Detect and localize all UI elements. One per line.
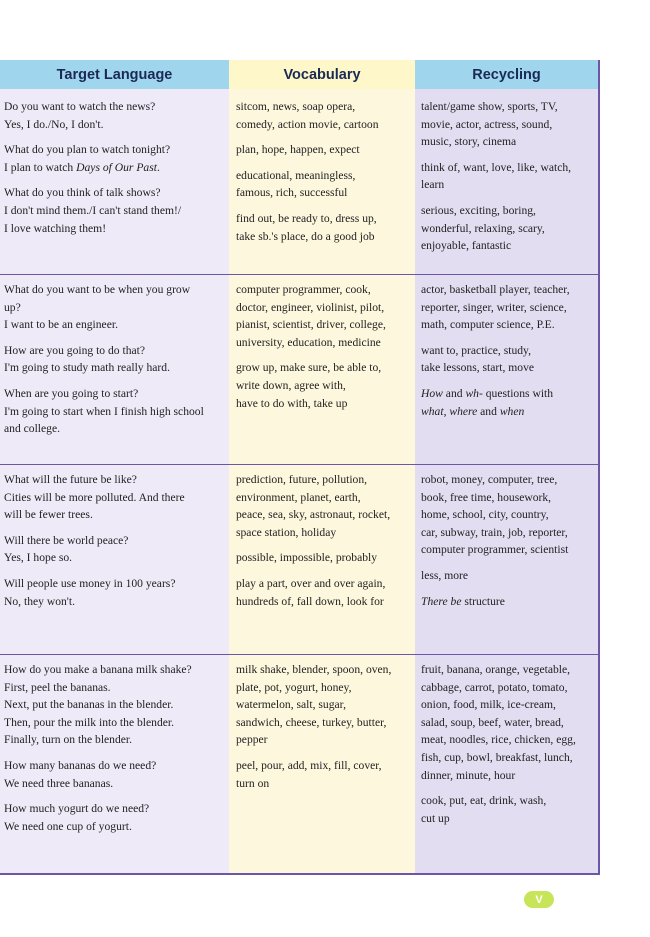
entry-line: I don't mind them./I can't stand them!/ (4, 203, 182, 217)
entry-group (421, 281, 597, 334)
header-recycling: Recycling (415, 60, 598, 89)
entry-group (421, 98, 597, 151)
entry-line: environment, planet, earth, (236, 490, 361, 504)
entry-line: Next, put the bananas in the blender. (4, 698, 174, 712)
entry-line: comedy, action movie, cartoon (236, 117, 379, 131)
vocabulary-cell-3 (236, 471, 412, 610)
entry-line: music, story, cinema (421, 135, 517, 149)
row-separator (0, 464, 598, 465)
entry-line: plate, pot, yogurt, honey, (236, 680, 352, 694)
entry-line: plan, hope, happen, expect (236, 143, 360, 157)
row-separator (0, 654, 598, 655)
entry-line: I'm going to study math really hard. (4, 361, 170, 375)
entry-line: play a part, over and over again, (236, 576, 386, 590)
entry-line: I want to be an engineer. (4, 318, 118, 332)
entry-line: cut up (421, 811, 450, 825)
entry-line: fish, cup, bowl, breakfast, lunch, (421, 750, 573, 764)
entry-line: dinner, minute, hour (421, 768, 516, 782)
entry-group (4, 661, 226, 749)
entry-line: take lessons, start, move (421, 361, 535, 375)
entry-group (236, 661, 412, 749)
entry-group (4, 342, 226, 377)
entry-group (4, 98, 226, 133)
entry-group (4, 757, 226, 792)
entry-line: I'm going to start when I finish high school (4, 404, 204, 418)
entry-group (421, 661, 597, 784)
entry-line: up? (4, 300, 21, 314)
page-number-badge: V (524, 891, 554, 908)
entry-line: First, peel the bananas. (4, 680, 111, 694)
entry-group (4, 471, 226, 524)
header-target-language: Target Language (0, 60, 229, 89)
entry-group (4, 385, 226, 438)
entry-line: book, free time, housework, (421, 490, 552, 504)
entry-line: Do you want to watch the news? (4, 100, 156, 113)
entry-group (236, 210, 412, 245)
entry-line: possible, impossible, probably (236, 551, 378, 565)
entry-group (421, 471, 597, 559)
vocabulary-cell-4 (236, 661, 412, 792)
entry-group (236, 141, 412, 159)
entry-group (4, 141, 226, 176)
entry-line: math, computer science, P.E. (421, 318, 555, 332)
entry-line: cook, put, eat, drink, wash, (421, 794, 547, 808)
entry-group (4, 800, 226, 835)
entry-line: talent/game show, sports, TV, (421, 100, 558, 113)
entry-line: watermelon, salt, sugar, (236, 698, 346, 712)
entry-line: fruit, banana, orange, vegetable, (421, 663, 571, 676)
entry-line: enjoyable, fantastic (421, 239, 512, 253)
entry-line: hundreds of, fall down, look for (236, 594, 384, 608)
entry-line: cabbage, carrot, potato, tomato, (421, 680, 568, 694)
entry-line: I plan to watch Days of Our Past. (4, 160, 160, 174)
entry-line: less, more (421, 568, 469, 582)
entry-line: meat, noodles, rice, chicken, egg, (421, 733, 576, 747)
entry-group (4, 532, 226, 567)
entry-line: salad, soup, beef, water, bread, (421, 715, 564, 729)
entry-line: Will people use money in 100 years? (4, 576, 176, 590)
entry-line: What do you think of talk shows? (4, 186, 161, 200)
entry-line: turn on (236, 776, 270, 790)
entry-line: car, subway, train, job, reporter, (421, 525, 568, 539)
entry-group (421, 342, 597, 377)
entry-group (236, 757, 412, 792)
entry-line: what, where and when (421, 404, 525, 418)
entry-line: want to, practice, study, (421, 343, 531, 357)
entry-line: have to do with, take up (236, 396, 348, 410)
entry-group (421, 567, 597, 585)
entry-line: How are you going to do that? (4, 343, 146, 357)
entry-line: Then, pour the milk into the blender. (4, 715, 175, 729)
entry-line: doctor, engineer, violinist, pilot, (236, 300, 385, 314)
entry-line: wonderful, relaxing, scary, (421, 221, 545, 235)
entry-line: How and wh- questions with (421, 386, 554, 400)
entry-line: prediction, future, pollution, (236, 473, 368, 486)
entry-line: will be fewer trees. (4, 508, 93, 522)
target-language-cell-2 (4, 281, 226, 438)
syllabus-table (0, 60, 600, 875)
entry-line: onion, food, milk, ice-cream, (421, 698, 556, 712)
entry-line: sitcom, news, soap opera, (236, 100, 356, 113)
recycling-cell-2 (421, 281, 597, 420)
entry-group (236, 549, 412, 567)
entry-line: think of, want, love, like, watch, (421, 160, 572, 174)
entry-line: educational, meaningless, (236, 168, 356, 182)
entry-line: I love watching them! (4, 221, 107, 235)
entry-line: computer programmer, scientist (421, 543, 569, 557)
entry-group (421, 593, 597, 611)
header-vocabulary: Vocabulary (229, 60, 415, 89)
entry-line: computer programmer, cook, (236, 283, 371, 296)
table-header (0, 60, 598, 89)
recycling-cell-4 (421, 661, 597, 827)
target-language-cell-1 (4, 98, 226, 237)
entry-line: pianist, scientist, driver, college, (236, 318, 386, 332)
target-language-cell-3 (4, 471, 226, 610)
recycling-cell-1 (421, 98, 597, 255)
entry-line: What do you plan to watch tonight? (4, 143, 171, 157)
entry-line: learn (421, 178, 445, 192)
entry-group (236, 575, 412, 610)
entry-group (421, 385, 597, 420)
entry-line: peel, pour, add, mix, fill, cover, (236, 758, 382, 772)
entry-line: There be structure (421, 594, 505, 608)
entry-line: When are you going to start? (4, 386, 139, 400)
entry-line: home, school, city, country, (421, 508, 549, 522)
vocabulary-cell-2 (236, 281, 412, 412)
entry-group (236, 281, 412, 351)
entry-line: movie, actor, actress, sound, (421, 117, 553, 131)
entry-line: reporter, singer, writer, science, (421, 300, 567, 314)
entry-line: Yes, I hope so. (4, 551, 73, 565)
entry-line: Cities will be more polluted. And there (4, 490, 185, 504)
entry-group (4, 575, 226, 610)
entry-line: Will there be world peace? (4, 533, 129, 547)
entry-line: university, education, medicine (236, 335, 381, 349)
entry-line: grow up, make sure, be able to, (236, 361, 382, 375)
entry-line: space station, holiday (236, 525, 337, 539)
entry-line: find out, be ready to, dress up, (236, 211, 377, 225)
entry-group (236, 167, 412, 202)
entry-line: and college. (4, 422, 61, 436)
entry-line: pepper (236, 733, 268, 747)
entry-line: How much yogurt do we need? (4, 802, 150, 816)
entry-line: write down, agree with, (236, 378, 346, 392)
entry-line: How many bananas do we need? (4, 758, 157, 772)
target-language-cell-4 (4, 661, 226, 835)
entry-line: take sb.'s place, do a good job (236, 229, 375, 243)
entry-group (421, 792, 597, 827)
entry-line: Yes, I do./No, I don't. (4, 117, 104, 131)
entry-line: robot, money, computer, tree, (421, 473, 558, 486)
vocabulary-cell-1 (236, 98, 412, 245)
entry-group (4, 184, 226, 237)
entry-line: What will the future be like? (4, 473, 137, 486)
entry-line: actor, basketball player, teacher, (421, 283, 570, 296)
entry-group (236, 98, 412, 133)
entry-line: No, they won't. (4, 594, 76, 608)
entry-line: How do you make a banana milk shake? (4, 663, 192, 676)
entry-line: milk shake, blender, spoon, oven, (236, 663, 392, 676)
entry-line: We need one cup of yogurt. (4, 819, 132, 833)
entry-group (4, 281, 226, 334)
entry-line: sandwich, cheese, turkey, butter, (236, 715, 387, 729)
entry-group (236, 359, 412, 412)
entry-line: peace, sea, sky, astronaut, rocket, (236, 508, 391, 522)
entry-group (236, 471, 412, 541)
entry-line: famous, rich, successful (236, 186, 348, 200)
entry-line: Finally, turn on the blender. (4, 733, 133, 747)
entry-group (421, 159, 597, 194)
entry-line: What do you want to be when you grow (4, 283, 191, 296)
row-separator (0, 274, 598, 275)
entry-line: We need three bananas. (4, 776, 114, 790)
entry-group (421, 202, 597, 255)
recycling-cell-3 (421, 471, 597, 610)
entry-line: serious, exciting, boring, (421, 203, 536, 217)
